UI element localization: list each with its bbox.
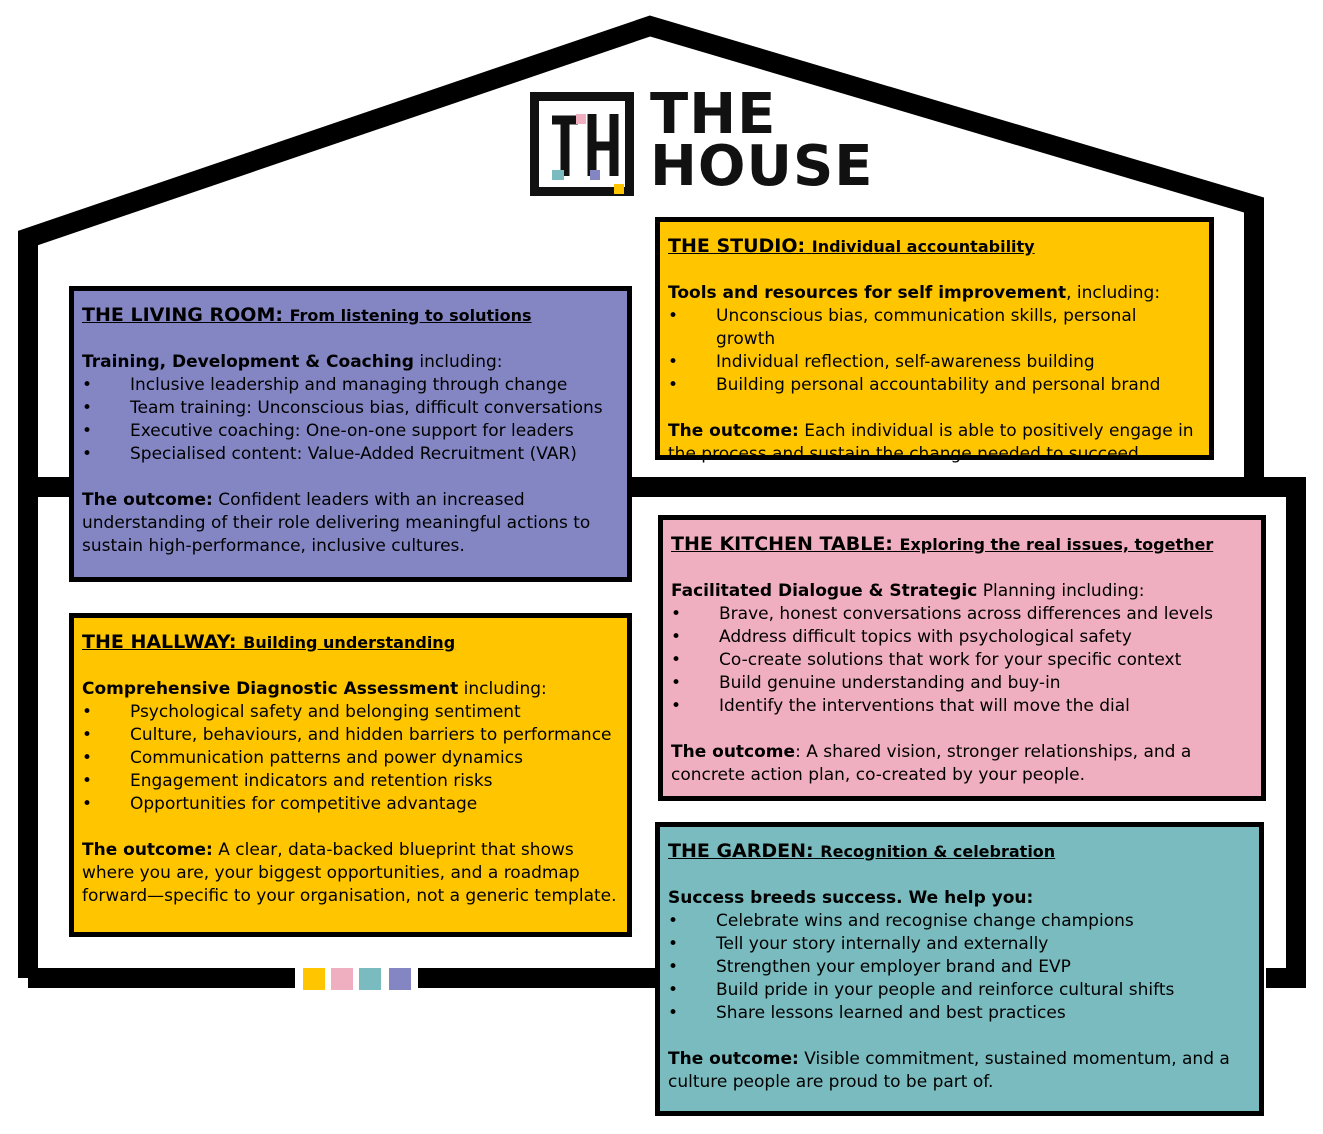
yellow-square xyxy=(303,968,325,990)
studio-list xyxy=(668,305,1201,397)
hallway-lead-bold: Comprehensive Diagnostic Assessment xyxy=(82,679,459,699)
garden-outcome xyxy=(668,1048,1251,1094)
living-room-outcome xyxy=(82,489,619,558)
outcome-label: The outcome: xyxy=(668,1049,799,1069)
list-item: • Inclusive leadership and managing through change xyxy=(82,374,619,397)
garden-lead xyxy=(668,887,1251,910)
living-room-subtitle: From listening to solutions xyxy=(289,306,532,325)
list-item: • Communication patterns and power dynamics xyxy=(82,747,619,770)
living-room-lead-bold: Training, Development & Coaching xyxy=(82,352,414,372)
kitchen-table-lead xyxy=(671,580,1253,603)
outcome-text: Visible commitment, sustained momentum, and a culture people are proud to be part of. xyxy=(668,1049,1230,1092)
studio-lead-bold: Tools and resources for self improvement xyxy=(668,283,1067,303)
studio-panel xyxy=(655,217,1214,464)
kitchen-table-lead-rest: Planning including: xyxy=(977,581,1145,601)
garden-title: THE GARDEN: xyxy=(668,840,814,862)
garden-panel xyxy=(655,822,1264,1116)
outcome-label: The outcome: xyxy=(668,421,799,441)
kitchen-table-panel xyxy=(658,515,1266,801)
list-item: • Specialised content: Value-Added Recruitment (VAR) xyxy=(82,443,619,466)
garden-heading xyxy=(668,839,1251,864)
living-room-panel xyxy=(69,286,632,582)
purple-square xyxy=(389,968,411,990)
hallway-panel xyxy=(69,613,632,937)
kitchen-table-heading xyxy=(671,532,1253,557)
kitchen-table-subtitle: Exploring the real issues, together xyxy=(899,535,1214,554)
kitchen-table-lead-bold: Facilitated Dialogue & Strategic xyxy=(671,581,978,601)
hallway-lead xyxy=(82,678,619,701)
outcome-text: A clear, data-backed blueprint that shows where you are, your biggest opportunities, and a roadmap forward—specific to your organisation, not a generic template. xyxy=(82,840,617,906)
kitchen-table-title: THE KITCHEN TABLE: xyxy=(671,533,893,555)
outcome-label: The outcome: xyxy=(82,490,213,510)
list-item: • Unconscious bias, communication skills, personal growth xyxy=(668,305,1201,351)
hallway-list xyxy=(82,701,619,816)
studio-lead-rest: , including: xyxy=(1066,283,1161,303)
studio-outcome xyxy=(668,420,1201,466)
outcome-text: Confident leaders with an increased understanding of their role delivering meaningful actions to sustain high-performance, inclusive cultures. xyxy=(82,490,591,556)
list-item: • Individual reflection, self-awareness building xyxy=(668,351,1201,374)
list-item: • Tell your story internally and externally xyxy=(668,933,1251,956)
studio-subtitle: Individual accountability xyxy=(811,237,1035,256)
kitchen-table-list xyxy=(671,603,1253,718)
hallway-title: THE HALLWAY: xyxy=(82,631,237,653)
garden-list xyxy=(668,910,1251,1025)
pink-square xyxy=(331,968,353,990)
list-item: • Executive coaching: One-on-one support for leaders xyxy=(82,420,619,443)
list-item: • Brave, honest conversations across differences and levels xyxy=(671,603,1253,626)
list-item: • Psychological safety and belonging sentiment xyxy=(82,701,619,724)
hallway-subtitle: Building understanding xyxy=(243,633,456,652)
hallway-lead-rest: including: xyxy=(458,679,547,699)
list-item: • Culture, behaviours, and hidden barriers to performance xyxy=(82,724,619,747)
living-room-lead-rest: including: xyxy=(413,352,503,372)
list-item: • Identify the interventions that will move the dial xyxy=(671,695,1253,718)
living-room-list xyxy=(82,374,619,466)
studio-title: THE STUDIO: xyxy=(668,235,806,257)
outcome-label: The outcome: xyxy=(82,840,213,860)
studio-heading xyxy=(668,234,1201,259)
studio-lead xyxy=(668,282,1201,305)
kitchen-table-outcome xyxy=(671,741,1253,787)
teal-square xyxy=(359,968,381,990)
list-item: • Address difficult topics with psychological safety xyxy=(671,626,1253,649)
garden-subtitle: Recognition & celebration xyxy=(820,842,1056,861)
house-logo-wordmark xyxy=(650,82,874,199)
list-item: • Strengthen your employer brand and EVP xyxy=(668,956,1251,979)
hallway-outcome xyxy=(82,839,619,908)
house-logo-mark-icon xyxy=(530,92,634,196)
list-item: • Team training: Unconscious bias, difficult conversations xyxy=(82,397,619,420)
list-item: • Celebrate wins and recognise change champions xyxy=(668,910,1251,933)
list-item: • Build pride in your people and reinforce cultural shifts xyxy=(668,979,1251,1002)
garden-lead-bold: Success breeds success. We help you: xyxy=(668,888,1034,908)
hallway-heading xyxy=(82,630,619,655)
living-room-title: THE LIVING ROOM: xyxy=(82,304,283,326)
outcome-text: Each individual is able to positively engage in the process and sustain the change needed to succeed. xyxy=(668,421,1194,464)
house-logo xyxy=(530,82,874,199)
list-item: • Co-create solutions that work for your specific context xyxy=(671,649,1253,672)
list-item: • Building personal accountability and personal brand xyxy=(668,374,1201,397)
list-item: • Share lessons learned and best practices xyxy=(668,1002,1251,1025)
list-item: • Opportunities for competitive advantage xyxy=(82,793,619,816)
logo-line-1: THE xyxy=(650,82,777,147)
outcome-label: The outcome xyxy=(671,742,796,762)
list-item: • Build genuine understanding and buy-in xyxy=(671,672,1253,695)
outcome-text: : A shared vision, stronger relationships, and a concrete action plan, co-created by your people. xyxy=(671,742,1192,785)
living-room-lead xyxy=(82,351,619,374)
logo-line-2: HOUSE xyxy=(650,134,874,199)
list-item: • Engagement indicators and retention risks xyxy=(82,770,619,793)
living-room-heading xyxy=(82,303,619,328)
